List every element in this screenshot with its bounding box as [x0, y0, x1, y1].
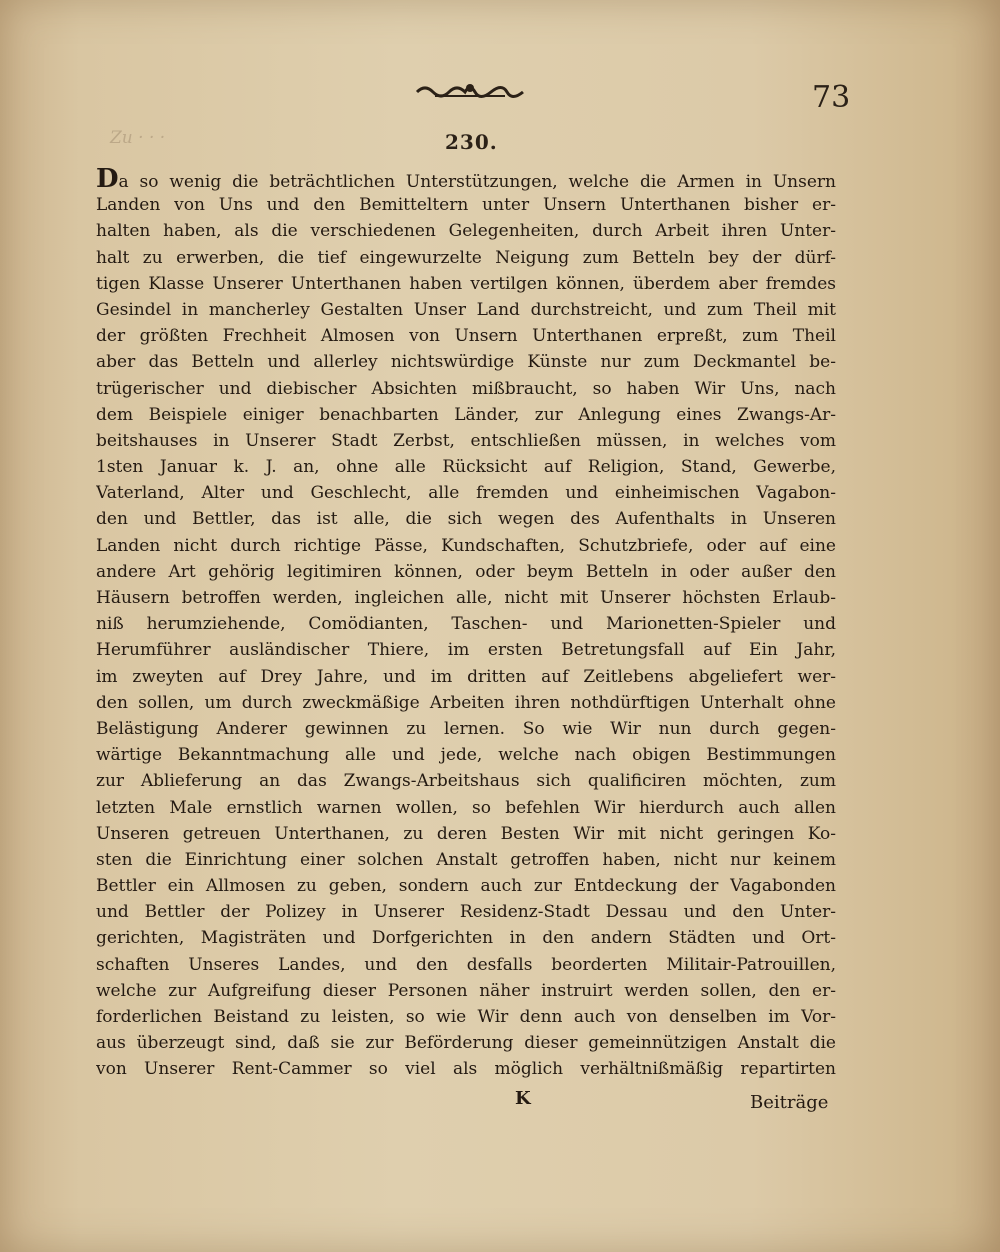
text-line: wärtige Bekanntmachung alle und jede, welche nach obigen Bestimmungen — [96, 745, 836, 766]
text-line: 1sten Januar k. J. an, ohne alle Rücksicht auf Religion, Stand, Gewerbe, — [96, 457, 836, 478]
text-line: Da so wenig die beträchtlichen Unterstützungen, welche die Armen in Unsern — [96, 166, 836, 193]
text-line: von Unserer Rent-Cammer so viel als möglich verhältnißmäßig repartirten — [96, 1059, 836, 1080]
text-line: den sollen, um durch zweckmäßige Arbeiten ihren nothdürftigen Unterhalt ohne — [96, 692, 836, 713]
text-line: letzten Male ernstlich warnen wollen, so befehlen Wir hierdurch auch allen — [96, 797, 836, 818]
text-line: Herumführer ausländischer Thiere, im ersten Betretungsfall auf Ein Jahr, — [96, 640, 836, 661]
text-line: Bettler ein Allmosen zu geben, sondern auch zur Entdeckung der Vagabonden — [96, 876, 836, 897]
text-line: im zweyten auf Drey Jahre, und im dritten auf Zeitlebens abgeliefert wer- — [96, 666, 836, 687]
text-line: tigen Klasse Unserer Unterthanen haben vertilgen können, überdem aber fremdes — [96, 273, 836, 294]
text-line: gerichten, Magisträten und Dorfgerichten in den andern Städten und Ort- — [96, 928, 836, 949]
text-line: Landen nicht durch richtige Pässe, Kundschaften, Schutzbriefe, oder auf eine — [96, 535, 836, 556]
text-line: beitshauses in Unserer Stadt Zerbst, entschließen müssen, in welches vom — [96, 430, 836, 451]
section-number: 230. — [445, 130, 498, 154]
text-line: trügerischer und diebischer Absichten mißbraucht, so haben Wir Uns, nach — [96, 378, 836, 399]
text-line: Unseren getreuen Unterthanen, zu deren Besten Wir mit nicht geringen Ko- — [96, 823, 836, 844]
text-line: Belästigung Anderer gewinnen zu lernen. So wie Wir nun durch gegen- — [96, 718, 836, 739]
text-line: niß herumziehende, Comödianten, Taschen- und Marionetten-Spieler und — [96, 614, 836, 635]
bleed-through-text: Zu · · · — [110, 128, 166, 148]
text-line: schaften Unseres Landes, und den desfalls beorderten Militair-Patrouillen, — [96, 954, 836, 975]
text-line: Vaterland, Alter und Geschlecht, alle fremden und einheimischen Vagabon- — [96, 483, 836, 504]
text-line: der größten Frechheit Almosen von Unsern Unterthanen erpreßt, zum Theil — [96, 326, 836, 347]
text-line: und Bettler der Polizey in Unserer Residenz-Stadt Dessau und den Unter- — [96, 902, 836, 923]
text-line: zur Ablieferung an das Zwangs-Arbeitshaus sich qualificiren möchten, zum — [96, 771, 836, 792]
text-line: andere Art gehörig legitimiren können, oder beym Betteln in oder außer den — [96, 561, 836, 582]
text-line: Häusern betroffen werden, ingleichen alle, nicht mit Unserer höchsten Erlaub- — [96, 588, 836, 608]
text-line: den und Bettler, das ist alle, die sich wegen des Aufenthalts in Unseren — [96, 509, 836, 530]
text-line: sten die Einrichtung einer solchen Anstalt getroffen haben, nicht nur keinem — [96, 849, 836, 870]
catchword: Beiträge — [750, 1092, 829, 1113]
text-line: halt zu erwerben, die tief eingewurzelte Neigung zum Betteln bey der dürf- — [96, 247, 836, 268]
text-line: Gesindel in mancherley Gestalten Unser Land durchstreicht, und zum Theil mit — [96, 299, 836, 320]
text-line: halten haben, als die verschiedenen Gelegenheiten, durch Arbeit ihren Unter- — [96, 221, 836, 242]
text-line: welche zur Aufgreifung dieser Personen näher instruirt werden sollen, den er- — [96, 980, 836, 1001]
text-line: aus überzeugt sind, daß sie zur Beförderung dieser gemeinnützigen Anstalt die — [96, 1033, 836, 1054]
page-number: 73 — [812, 80, 851, 115]
ornament-icon — [415, 80, 525, 102]
text-line: forderlichen Beistand zu leisten, so wie Wir denn auch von denselben im Vor- — [96, 1007, 836, 1027]
text-line: Landen von Uns und den Bemitteltern unter Unsern Unterthanen bisher er- — [96, 195, 836, 216]
text-line: aber das Betteln und allerley nichtswürdige Künste nur zum Deckmantel be- — [96, 352, 836, 373]
text-line: dem Beispiele einiger benachbarten Länder, zur Anlegung eines Zwangs-Ar- — [96, 404, 836, 425]
body-text — [96, 166, 836, 1083]
signature-mark: K — [515, 1088, 531, 1109]
